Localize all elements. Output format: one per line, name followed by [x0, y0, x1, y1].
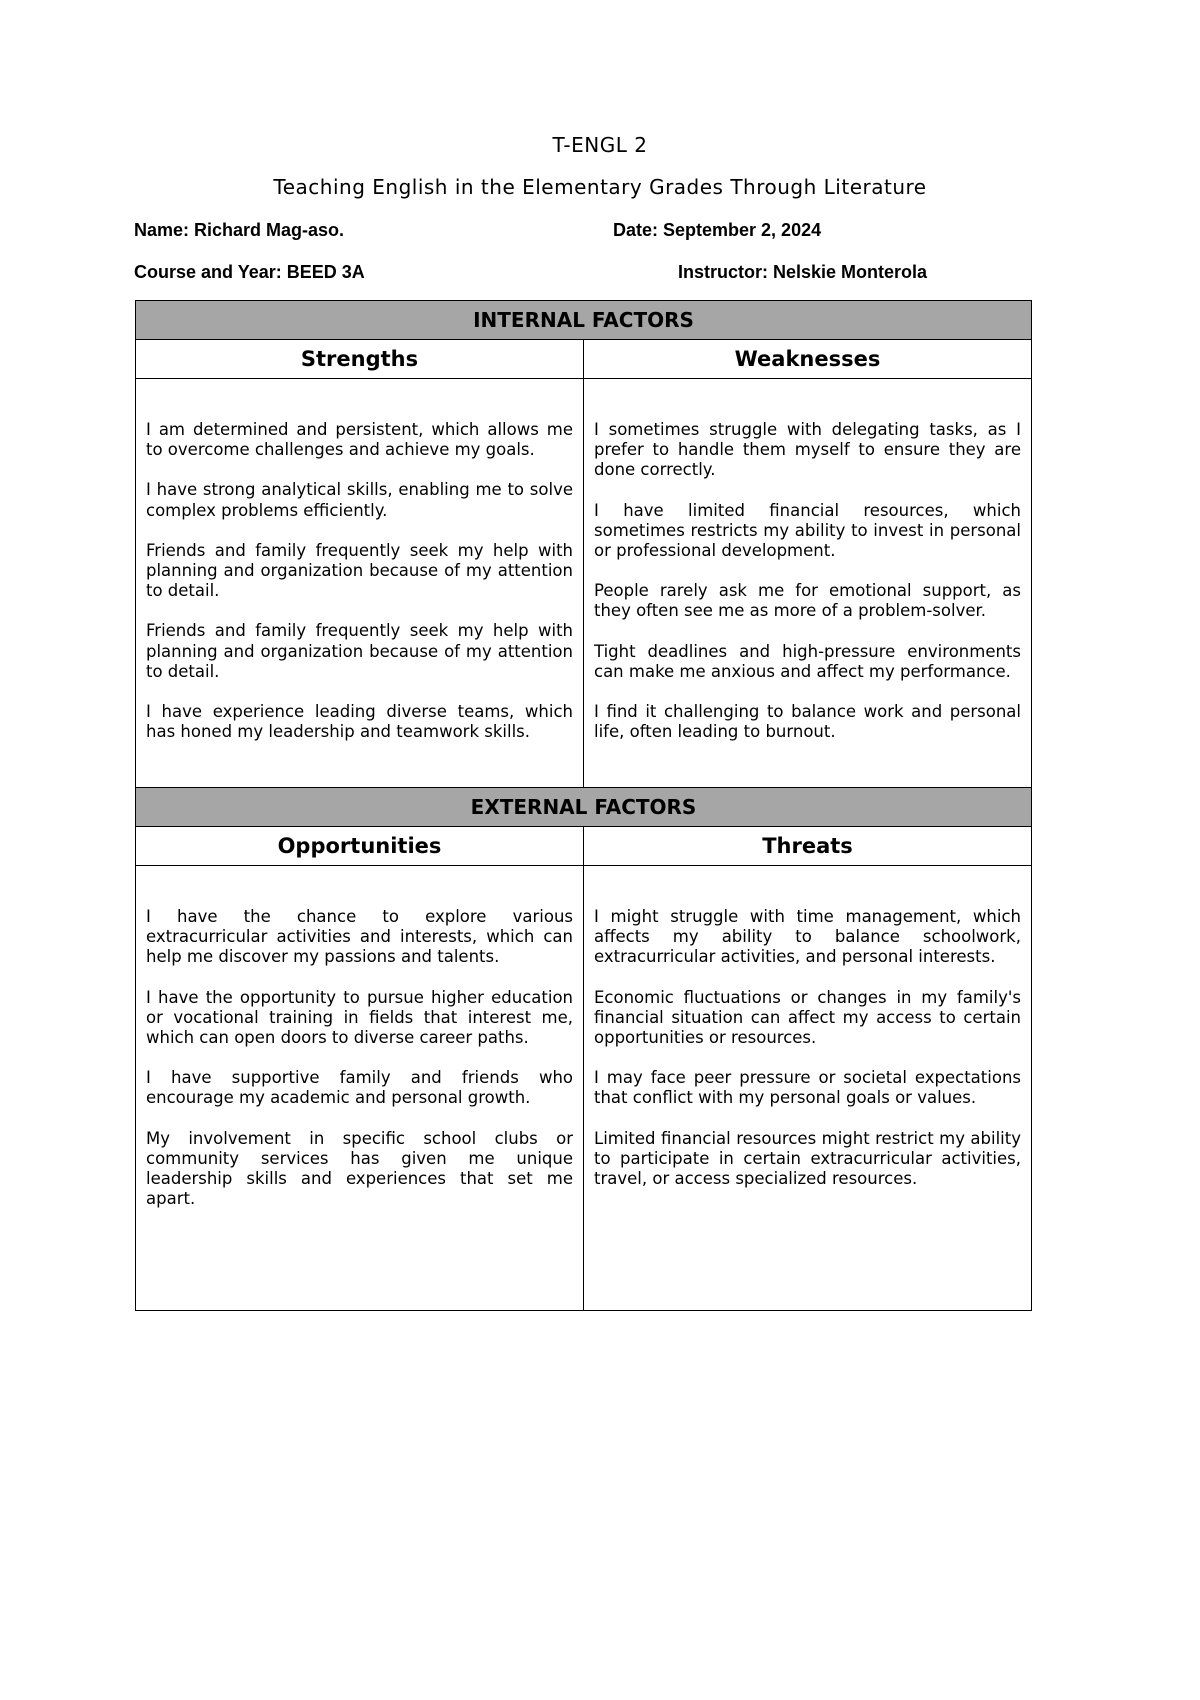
weakness-item: I have limited financial resources, which sometimes restricts my ability to invest in personal or professional development. [594, 500, 1021, 561]
threat-item: Limited financial resources might restrict my ability to participate in certain extracurricular activities, travel, or access specialized resources. [594, 1128, 1021, 1189]
strength-item: I am determined and persistent, which allows me to overcome challenges and achieve my goals. [146, 420, 573, 460]
threats-cell [584, 866, 1032, 1311]
weaknesses-cell [584, 379, 1032, 788]
internal-labels-row [136, 340, 1032, 379]
opportunities-cell [136, 866, 584, 1311]
strength-item: I have strong analytical skills, enabling me to solve complex problems efficiently. [146, 480, 573, 520]
opportunities-header: Opportunities [136, 827, 584, 866]
external-labels-row [136, 827, 1032, 866]
weakness-item: Tight deadlines and high-pressure environments can make me anxious and affect my performance. [594, 641, 1021, 681]
opportunity-item: I have the opportunity to pursue higher education or vocational training in fields that interest me, which can open doors to diverse career paths. [146, 987, 573, 1048]
course-and-year: Course and Year: BEED 3A [134, 262, 365, 282]
threat-item: Economic fluctuations or changes in my family's financial situation can affect my access to certain opportunities or resources. [594, 987, 1021, 1048]
course-title: Teaching English in the Elementary Grades Through Literature [273, 175, 927, 199]
threat-item: I may face peer pressure or societal expectations that conflict with my personal goals or values. [594, 1068, 1021, 1108]
weakness-item: I find it challenging to balance work and personal life, often leading to burnout. [594, 702, 1021, 742]
threats-header: Threats [584, 827, 1032, 866]
strength-item: I have experience leading diverse teams, which has honed my leadership and teamwork skills. [146, 702, 573, 742]
opportunity-item: I have supportive family and friends who encourage my academic and personal growth. [146, 1068, 573, 1108]
instructor: Instructor: Nelskie Monterola [678, 262, 928, 282]
opportunity-item: My involvement in specific school clubs or community services has given me unique leadership skills and experiences that set me apart. [146, 1128, 573, 1209]
external-content-row [136, 866, 1032, 1311]
weakness-item: I sometimes struggle with delegating tasks, as I prefer to handle them myself to ensure they are done correctly. [594, 420, 1021, 480]
swot-table [135, 300, 1032, 1311]
opportunity-item: I have the chance to explore various extracurricular activities and interests, which can help me discover my passions and talents. [146, 907, 573, 967]
weakness-item: People rarely ask me for emotional support, as they often see me as more of a problem-solver. [594, 581, 1021, 621]
course-code: T-ENGL 2 [552, 133, 648, 157]
external-factors-header: EXTERNAL FACTORS [136, 788, 1032, 827]
date: Date: September 2, 2024 [613, 220, 822, 240]
internal-factors-header: INTERNAL FACTORS [136, 301, 1032, 340]
internal-content-row [136, 379, 1032, 788]
strength-item: Friends and family frequently seek my help with planning and organization because of my attention to detail. [146, 621, 573, 681]
strengths-cell [136, 379, 584, 788]
student-name: Name: Richard Mag-aso. [134, 220, 345, 240]
external-factors-row [136, 788, 1032, 827]
strength-item: Friends and family frequently seek my help with planning and organization because of my attention to detail. [146, 540, 573, 601]
weaknesses-header: Weaknesses [584, 340, 1032, 379]
threat-item: I might struggle with time management, which affects my ability to balance schoolwork, extracurricular activities, and personal interests. [594, 907, 1021, 967]
internal-factors-row [136, 301, 1032, 340]
strengths-header: Strengths [136, 340, 584, 379]
